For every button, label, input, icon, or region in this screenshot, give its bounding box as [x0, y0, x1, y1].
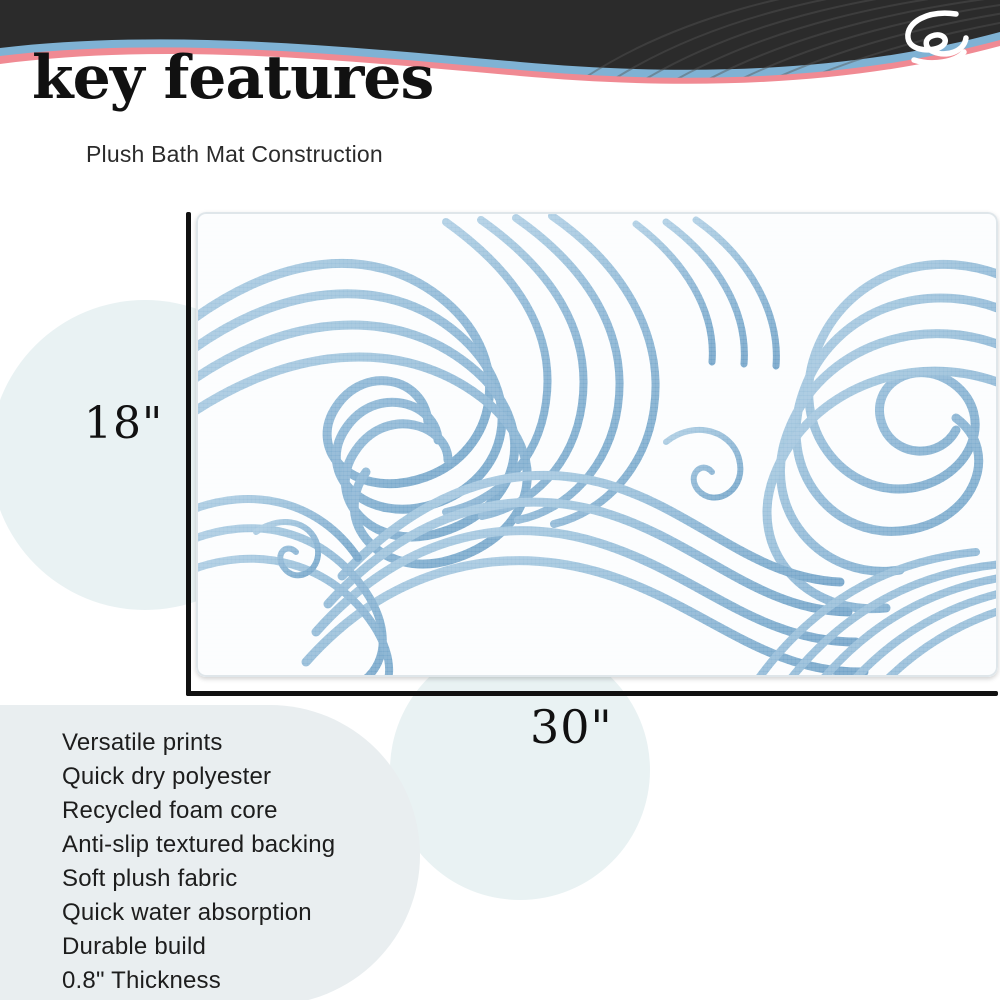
- list-item: 0.8" Thickness: [62, 967, 221, 994]
- list-item: Versatile prints: [62, 729, 223, 756]
- height-dimension-label: 18": [84, 398, 164, 449]
- page-subtitle: Plush Bath Mat Construction: [86, 141, 383, 167]
- width-dimension-rule: [186, 691, 998, 696]
- page-title: key features: [32, 43, 434, 113]
- brand-swirl-logo-icon: [898, 8, 972, 70]
- list-item: Durable build: [62, 933, 207, 960]
- list-item: Soft plush fabric: [62, 865, 238, 892]
- width-dimension-label: 30": [530, 700, 613, 754]
- height-dimension-rule: [186, 212, 191, 696]
- feature-list: [62, 726, 482, 998]
- list-item: Recycled foam core: [62, 797, 278, 824]
- list-item: Quick dry polyester: [62, 763, 272, 790]
- list-item: Anti-slip textured backing: [62, 831, 336, 858]
- list-item: Quick water absorption: [62, 899, 312, 926]
- product-image-bath-mat: [196, 212, 998, 677]
